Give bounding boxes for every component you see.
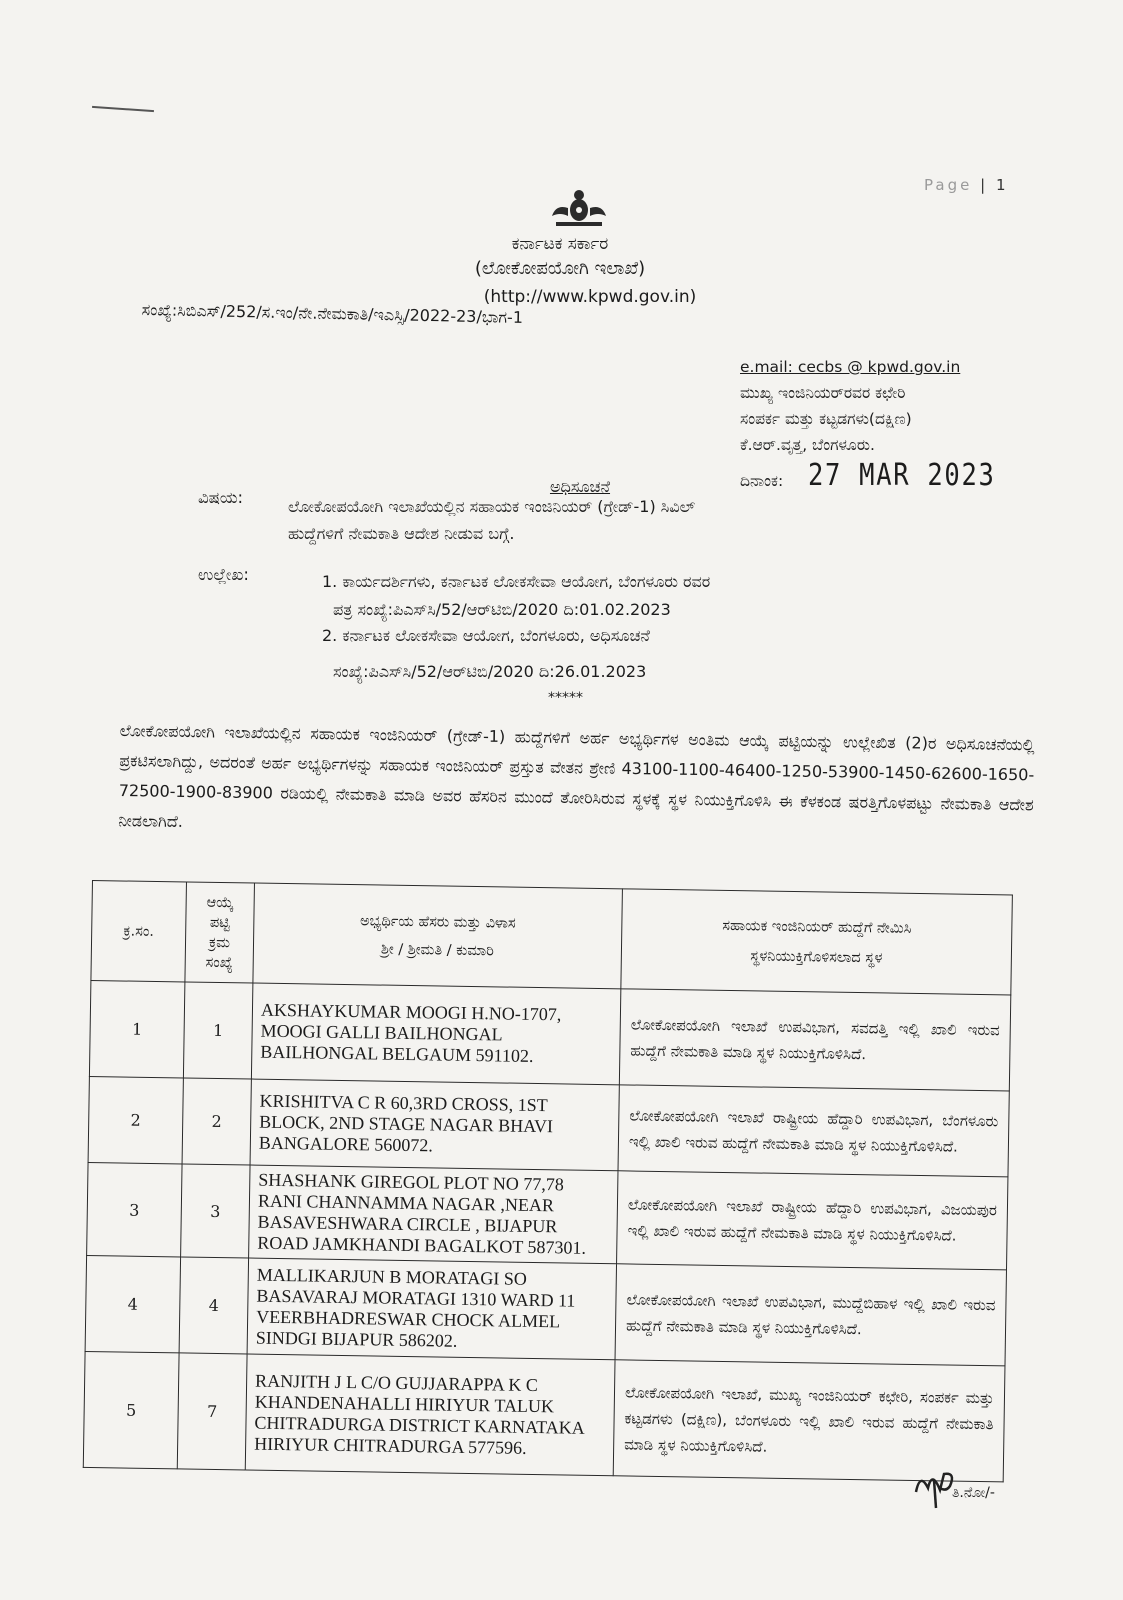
- col-header-sl: ಕ್ರ.ಸಂ.: [91, 881, 187, 982]
- subject-line-1: ಲೋಕೋಪಯೋಗಿ ಇಲಾಖೆಯಲ್ಲಿನ ಸಹಾಯಕ ಇಂಜಿನಿಯರ್ (ಗ್ರೇಡ್-1) ಸಿವಿಲ್: [288, 497, 696, 516]
- row-posting: ಲೋಕೋಪಯೋಗಿ ಇಲಾಖೆ ರಾಷ್ಟ್ರೀಯ ಹೆದ್ದಾರಿ ಉಪವಿಭಾಗ, ವಿಜಯಪುರ ಇಲ್ಲಿ ಖಾಲಿ ಇರುವ ಹುದ್ದೆಗೆ ನೇಮಕಾತಿ ಮಾಡಿ ಸ್ಥಳ ನಿಯುಕ್ತಿಗೊಳಿಸಿದೆ.: [617, 1171, 1008, 1270]
- pen-stroke-mark: [92, 106, 154, 112]
- row-sl: 5: [83, 1351, 179, 1468]
- row-posting: ಲೋಕೋಪಯೋಗಿ ಇಲಾಖೆ ಉಪವಿಭಾಗ, ಮುದ್ದೆಬಿಹಾಳ ಇಲ್ಲಿ ಖಾಲಿ ಇರುವ ಹುದ್ದೆಗೆ ನೇಮಕಾತಿ ಮಾಡಿ ಸ್ಥಳ ನಿಯುಕ್ತಿಗೊಳಿಸಿದೆ.: [615, 1264, 1006, 1366]
- row-rank: 4: [179, 1257, 248, 1354]
- row-sl: 1: [89, 980, 184, 1077]
- table-row: [88, 1076, 1009, 1176]
- appointment-table: [83, 880, 1013, 1482]
- reference-label: ಉಲ್ಲೇಖ:: [198, 565, 249, 584]
- reference-2-line-2: ಸಂಖ್ಯೆ:ಪಿಎಸ್‌ಸಿ/52/ಆರ್‌ಟಿಬಿ/2020 ದಿ:26.01.2023: [333, 662, 647, 681]
- notification-title: ಅಧಿಸೂಚನೆ: [549, 477, 611, 496]
- row-candidate: SHASHANK GIREGOL PLOT NO 77,78 RANI CHANNAMMA NAGAR ,NEAR BASAVESHWARA CIRCLE , BIJAPUR ROAD JAMKHANDI BAGALKOT 587301.: [249, 1165, 618, 1264]
- row-candidate: AKSHAYKUMAR MOOGI H.NO-1707, MOOGI GALLI BAILHONGAL BAILHONGAL BELGAUM 591102.: [251, 983, 620, 1085]
- separator-stars: *****: [548, 690, 583, 706]
- table-row: [83, 1351, 1005, 1481]
- row-candidate: KRISHITVA C R 60,3RD CROSS, 1ST BLOCK, 2ND STAGE NAGAR BHAVI BANGALORE 560072.: [250, 1079, 619, 1171]
- website-link[interactable]: (http://www.kpwd.gov.in): [483, 287, 697, 307]
- reference-2-line-1: 2. ಕರ್ನಾಟಕ ಲೋಕಸೇವಾ ಆಯೋಗ, ಬೆಂಗಳೂರು, ಅಧಿಸೂಚನೆ: [322, 626, 650, 645]
- row-rank: 3: [181, 1164, 250, 1258]
- row-posting: ಲೋಕೋಪಯೋಗಿ ಇಲಾಖೆ ಉಪವಿಭಾಗ, ಸವದತ್ತಿ ಇಲ್ಲಿ ಖಾಲಿ ಇರುವ ಹುದ್ದೆಗೆ ನೇಮಕಾತಿ ಮಾಡಿ ಸ್ಥಳ ನಿಯುಕ್ತಿಗೊಳಿಸಿದೆ.: [619, 989, 1010, 1091]
- col-header-rank: ಆಯ್ಕೆ ಪಟ್ಟಿ ಕ್ರಮ ಸಂಖ್ಯೆ: [185, 882, 255, 983]
- row-rank: 2: [182, 1078, 251, 1165]
- government-emblem-icon: [548, 186, 610, 230]
- row-posting: ಲೋಕೋಪಯೋಗಿ ಇಲಾಖೆ ರಾಷ್ಟ್ರೀಯ ಹೆದ್ದಾರಿ ಉಪವಿಭಾಗ, ಬೆಂಗಳೂರು ಇಲ್ಲಿ ಖಾಲಿ ಇರುವ ಹುದ್ದೆಗೆ ನೇಮಕಾತಿ ಮಾಡಿ ಸ್ಥಳ ನಿಯುಕ್ತಿಗೊಳಿಸಿದೆ.: [618, 1085, 1009, 1177]
- office-line-2: ಸಂಪರ್ಕ ಮತ್ತು ಕಟ್ಟಡಗಳು(ದಕ್ಷಿಣ): [740, 410, 912, 428]
- table-row: [89, 980, 1010, 1090]
- reference-number: ಸಂಖ್ಯೆ:ಸಿಬಿಎಸ್/252/ಸ.ಇಂ/ನೇ.ನೇಮಕಾತಿ/ಇಎಸ್ಸಿ/2022-23/ಭಾಗ-1: [141, 300, 524, 327]
- office-email[interactable]: e.mail: cecbs @ kpwd.gov.in: [740, 358, 961, 376]
- subject-label: ವಿಷಯ:: [198, 488, 244, 507]
- reference-1-line-1: 1. ಕಾರ್ಯದರ್ಶಿಗಳು, ಕರ್ನಾಟಕ ಲೋಕಸೇವಾ ಆಯೋಗ, ಬೆಂಗಳೂರು ರವರ: [322, 572, 711, 591]
- date-label: ದಿನಾಂಕ:: [740, 472, 784, 490]
- table-row: [85, 1255, 1006, 1365]
- office-line-3: ಕೆ.ಆರ್.ವೃತ್ತ, ಬೆಂಗಳೂರು.: [740, 436, 875, 454]
- row-sl: 2: [88, 1076, 183, 1163]
- col-header-posting: ಸಹಾಯಕ ಇಂಜಿನಿಯರ್ ಹುದ್ದೆಗೆ ನೇಮಿಸಿ ಸ್ಥಳನಿಯುಕ್ತಿಗೊಳಿಸಲಾದ ಸ್ಥಳ: [621, 889, 1013, 995]
- reference-1-line-2: ಪತ್ರ ಸಂಖ್ಯೆ:ಪಿಎಸ್‌ಸಿ/52/ಆರ್‌ಟಿಬಿ/2020 ದಿ:01.02.2023: [333, 600, 671, 619]
- body-paragraph: ಲೋಕೋಪಯೋಗಿ ಇಲಾಖೆಯಲ್ಲಿನ ಸಹಾಯಕ ಇಂಜಿನಿಯರ್ (ಗ್ರೇಡ್-1) ಹುದ್ದೆಗಳಿಗೆ ಅರ್ಹ ಅಭ್ಯರ್ಥಿಗಳ ಅಂತಿಮ ಆಯ್ಕೆ ಪಟ್ಟಿಯನ್ನು ಉಲ್ಲೇಖಿತ (2)ರ ಅಧಿಸೂಚನೆಯಲ್ಲಿ ಪ್ರಕಟಿಸಲಾಗಿದ್ದು, ಅದರಂತೆ ಅರ್ಹ ಅಭ್ಯರ್ಥಿಗಳನ್ನು ಸಹಾಯಕ ಇಂಜಿನಿಯರ್ ಪ್ರಸ್ತುತ ವೇತನ ಶ್ರೇಣಿ 43100-1100-46400-1250-53900-1450-62600-1650-72500-1900-83900 ರಡಿಯಲ್ಲಿ ನೇಮಕಾತಿ ಮಾಡಿ ಅವರ ಹೆಸರಿನ ಮುಂದೆ ತೋರಿಸಿರುವ ಸ್ಥಳಕ್ಕೆ ಸ್ಥಳ ನಿಯುಕ್ತಿಗೊಳಿಸಿ ಈ ಕೆಳಕಂಡ ಷರತ್ತಿಗೊಳಪಟ್ಟು ನೇಮಕಾತಿ ಆದೇಶ ನೀಡಲಾಗಿದೆ.: [118, 720, 1035, 831]
- row-candidate: MALLIKARJUN B MORATAGI SO BASAVARAJ MORATAGI 1310 WARD 11 VEERBHADRESWAR CHOCK ALMEL SINDGI BIJAPUR 586202.: [247, 1258, 616, 1360]
- subject-line-2: ಹುದ್ದೆಗಳಿಗೆ ನೇಮಕಾತಿ ಆದೇಶ ನೀಡುವ ಬಗ್ಗೆ.: [288, 524, 515, 543]
- continued-note: ತಿ.ನೋ/-: [952, 1485, 995, 1501]
- row-sl: 4: [85, 1255, 180, 1352]
- table-header-row: [91, 881, 1012, 995]
- row-rank: 1: [183, 982, 252, 1079]
- department-name: (ಲೋಕೋಪಯೋಗಿ ಇಲಾಖೆ): [474, 258, 646, 279]
- date-stamp: 27 MAR 2023: [808, 458, 996, 493]
- row-rank: 7: [177, 1353, 247, 1470]
- row-sl: 3: [87, 1162, 182, 1256]
- row-candidate: RANJITH J L C/O GUJJARAPPA K C KHANDENAHALLI HIRIYUR TALUK CHITRADURGA DISTRICT KARNATAKA HIRIYUR CHITRADURGA 577596.: [245, 1354, 615, 1476]
- government-name: ಕರ್ನಾಟಕ ಸರ್ಕಾರ: [511, 234, 609, 254]
- office-line-1: ಮುಖ್ಯ ಇಂಜಿನಿಯರ್‌ರವರ ಕಛೇರಿ: [740, 384, 906, 402]
- page-number: Page | 1: [924, 176, 1009, 194]
- col-header-name: ಅಭ್ಯರ್ಥಿಯ ಹೆಸರು ಮತ್ತು ವಿಳಾಸ ಶ್ರೀ / ಶ್ರೀಮತಿ / ಕುಮಾರಿ: [253, 883, 623, 989]
- row-posting: ಲೋಕೋಪಯೋಗಿ ಇಲಾಖೆ, ಮುಖ್ಯ ಇಂಜಿನಿಯರ್ ಕಛೇರಿ, ಸಂಪರ್ಕ ಮತ್ತು ಕಟ್ಟಡಗಳು (ದಕ್ಷಿಣ), ಬೆಂಗಳೂರು ಇಲ್ಲಿ ಖಾಲಿ ಇರುವ ಹುದ್ದೆಗೆ ನೇಮಕಾತಿ ಮಾಡಿ ಸ್ಥಳ ನಿಯುಕ್ತಿಗೊಳಿಸಿದೆ.: [613, 1360, 1005, 1482]
- table-row: [87, 1162, 1008, 1269]
